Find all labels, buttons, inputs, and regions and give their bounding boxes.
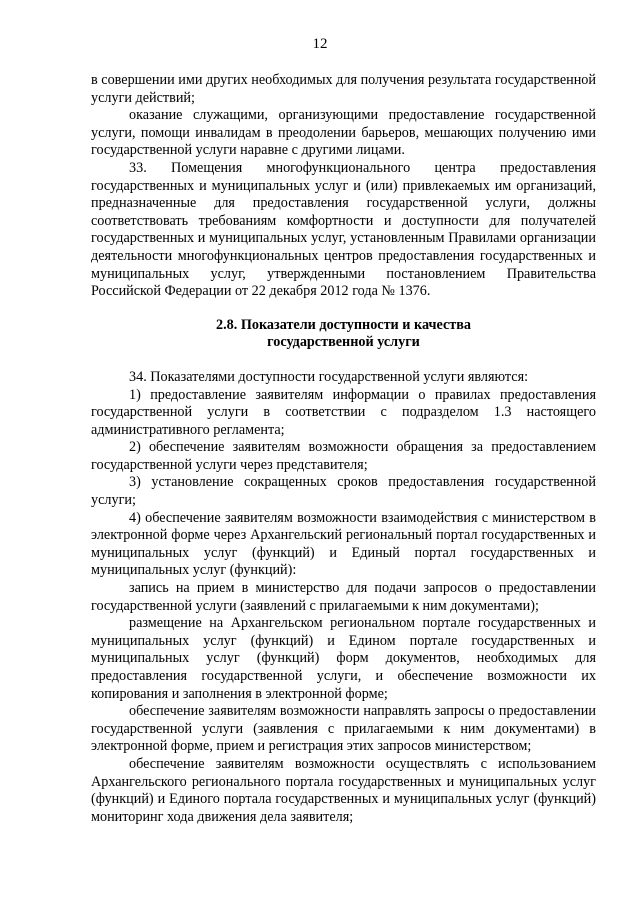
sub-item: обеспечение заявителям возможности осуществлять с использованием Архангельского регионального портала государственных и муниципальных услуг (функций) и Единого портала государственных и муниципальных услуг (функций) мониторинг хода движения дела заявителя; (91, 755, 596, 825)
page-number: 12 (312, 36, 328, 52)
section-heading-line2: государственной услуги (267, 334, 420, 351)
section-heading-line1: 2.8. Показатели доступности и качества (216, 316, 471, 333)
page-content (91, 72, 596, 826)
paragraph-item-34: 34. Показателями доступности государственной услуги являются: (129, 368, 529, 385)
sub-item: размещение на Архангельском региональном портале государственных и муниципальных услуг (функций) и Едином портале государственных и муниципальных услуг (функций) форм документов, необходимых для предоставления государственной услуги, и обеспечение возможности их копирования и заполнения в электронной форме; (91, 615, 596, 702)
section-heading (91, 317, 596, 352)
sub-item: запись на прием в министерство для подачи запросов о предоставлении государственной услуги (заявлений с прилагаемыми к ним документами); (91, 580, 596, 614)
paragraph: в совершении ими других необходимых для получения результата государственной услуги действий; (91, 72, 596, 106)
sub-item: обеспечение заявителям возможности направлять запросы о предоставлении государственной услуги (заявления с прилагаемыми к ним документами) в электронной форме, прием и регистрация этих запросов министерством; (91, 703, 596, 755)
list-item-3: 3) установление сокращенных сроков предоставления государственной услуги; (91, 474, 596, 509)
list-item-4: 4) обеспечение заявителям возможности взаимодействия с министерством в электронной форме через Архангельский региональный портал государственных и муниципальных услуг (функций) и Единый портал государственных и муниципальных услуг (функций): (91, 509, 596, 579)
paragraph: оказание служащими, организующими предоставление государственной услуги, помощи инвалидам в преодолении барьеров, мешающих получению ими государственной услуги наравне с другими лицами. (91, 107, 596, 159)
list-item-2: 2) обеспечение заявителям возможности обращения за предоставлением государственной услуги через представителя; (91, 439, 596, 473)
list-item-1: 1) предоставление заявителям информации о правилах предоставления государственной услуги в соответствии с подразделом 1.3 настоящего административного регламента; (91, 386, 596, 438)
paragraph-item-33: 33. Помещения многофункционального центра предоставления государственных и муниципальных услуг и (или) привлекаемых им организаций, предназначенные для предоставления государственной услуги, должны соответствовать требованиям комфортности и доступности для получателей государственных и муниципальных услуг, установленным Правилами организации деятельности многофункциональных центров предоставления государственных и муниципальных услуг, утвержденными постановлением Правительства Российской Федерации от 22 декабря 2012 года № 1376. (91, 159, 596, 300)
